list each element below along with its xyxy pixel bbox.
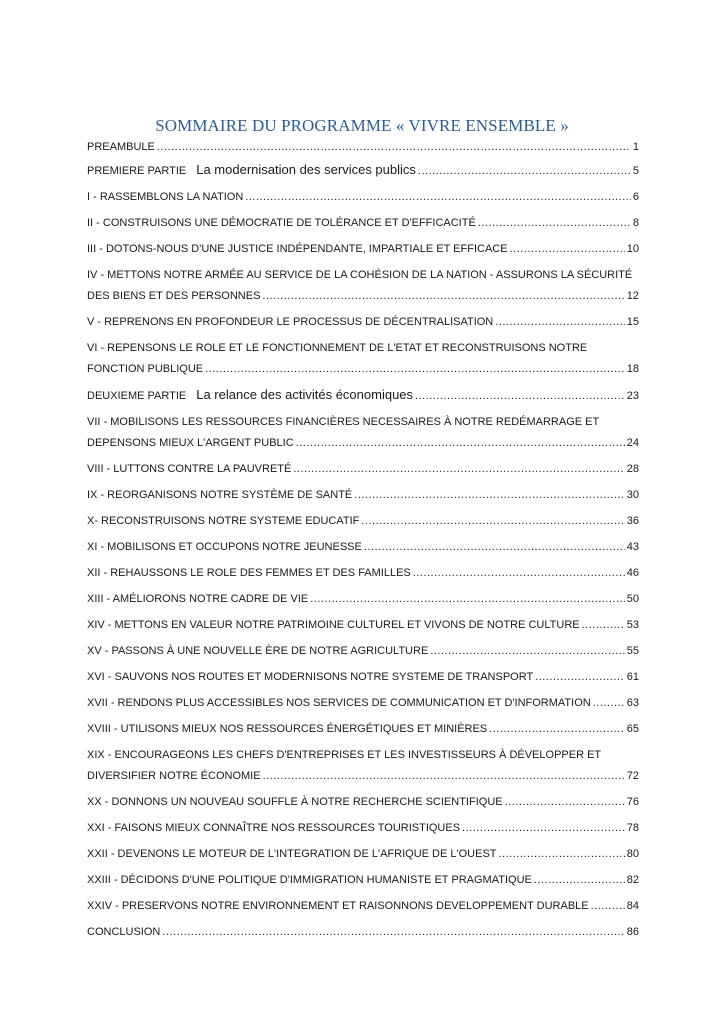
- toc-entry[interactable]: [87, 190, 639, 204]
- dot-leader: [478, 216, 631, 230]
- toc-page-number: 63: [626, 697, 639, 709]
- toc-entry[interactable]: [87, 388, 639, 403]
- toc-part-label: DEUXIEME PARTIE: [87, 390, 187, 402]
- toc-page-number: 30: [626, 489, 639, 501]
- toc-entry-title-line1: XIX - ENCOURAGEONS LES CHEFS D'ENTREPRISES ET LES INVESTISSEURS À DÉVELOPPER ET: [87, 749, 602, 761]
- dot-leader: [510, 242, 625, 256]
- toc-page-number: 72: [626, 770, 639, 782]
- toc-entry-title: XIV - METTONS EN VALEUR NOTRE PATRIMOINE CULTUREL ET VIVONS DE NOTRE CULTURE: [87, 619, 580, 631]
- toc-entry[interactable]: [87, 315, 639, 329]
- toc-entry-title: IX - REORGANISONS NOTRE SYSTÈME DE SANTÉ: [87, 489, 353, 501]
- toc-entry[interactable]: [87, 644, 639, 658]
- toc-page-number: 18: [626, 363, 639, 375]
- dot-leader: [418, 164, 631, 178]
- toc-page-number: 10: [626, 243, 639, 255]
- toc-entry-title-line2: FONCTION PUBLIQUE: [87, 363, 204, 375]
- toc-page-number: 43: [626, 541, 639, 553]
- toc-entry-title: XVII - RENDONS PLUS ACCESSIBLES NOS SERVICES DE COMMUNICATION ET D'INFORMATION: [87, 697, 591, 709]
- dot-leader: [293, 462, 624, 476]
- toc-entry-title-line2: DEPENSONS MIEUX L'ARGENT PUBLIC: [87, 437, 294, 449]
- toc-page-number: 1: [632, 141, 639, 153]
- toc-entry-title: PREAMBULE: [87, 141, 155, 153]
- dot-leader: [430, 644, 624, 658]
- toc-page-number: 53: [626, 619, 639, 631]
- toc-page-number: 55: [626, 645, 639, 657]
- page-title: SOMMAIRE DU PROGRAMME « VIVRE ENSEMBLE »: [155, 116, 569, 135]
- toc-entry[interactable]: [87, 268, 639, 303]
- dot-leader: [582, 618, 625, 632]
- toc-entry-title: II - CONSTRUISONS UNE DÉMOCRATIE DE TOLÉRANCE ET D'EFFICACITÉ: [87, 217, 476, 229]
- dot-leader: [361, 514, 624, 528]
- toc-page-number: 65: [626, 723, 639, 735]
- toc-entry-title: XXII - DEVENONS LE MOTEUR DE L'INTEGRATION DE L'AFRIQUE DE L'OUEST: [87, 848, 497, 860]
- toc-entry-title: XIII - AMÉLIORONS NOTRE CADRE DE VIE: [87, 593, 309, 605]
- toc-entry-title: III - DOTONS-NOUS D'UNE JUSTICE INDÉPENDANTE, IMPARTIALE ET EFFICACE: [87, 243, 508, 255]
- toc-page-number: 36: [626, 515, 639, 527]
- toc-entry-title: XI - MOBILISONS ET OCCUPONS NOTRE JEUNESSE: [87, 541, 362, 553]
- toc-entry[interactable]: [87, 696, 639, 710]
- toc-entry[interactable]: [87, 488, 639, 502]
- toc-entry-title: X- RECONSTRUISONS NOTRE SYSTEME EDUCATIF: [87, 515, 360, 527]
- toc-part-subtitle: La modernisation des services publics: [196, 162, 416, 177]
- dot-leader: [534, 873, 625, 887]
- toc-entry[interactable]: [87, 514, 639, 528]
- dot-leader: [462, 821, 625, 835]
- toc-part-label: PREMIERE PARTIE: [87, 165, 187, 177]
- toc-page-number: 12: [626, 290, 639, 302]
- toc-part-subtitle: La relance des activités économiques: [196, 387, 414, 402]
- dot-leader: [489, 722, 625, 736]
- toc-entry[interactable]: [87, 592, 639, 606]
- dot-leader: [162, 925, 624, 939]
- table-of-contents: [87, 140, 639, 951]
- toc-entry-title-line2: DIVERSIFIER NOTRE ÉCONOMIE: [87, 770, 261, 782]
- toc-page-number: 76: [626, 796, 639, 808]
- toc-entry[interactable]: [87, 899, 639, 913]
- toc-entry[interactable]: [87, 847, 639, 861]
- toc-page-number: 24: [626, 437, 639, 449]
- toc-entry[interactable]: [87, 748, 639, 783]
- toc-entry[interactable]: [87, 242, 639, 256]
- toc-page-number: 80: [626, 848, 639, 860]
- toc-entry-title-line1: VI - REPENSONS LE ROLE ET LE FONCTIONNEMENT DE L'ETAT ET RECONSTRUISONS NOTRE: [87, 342, 588, 354]
- toc-page-number: 6: [632, 191, 639, 203]
- toc-page-number: 15: [626, 316, 639, 328]
- dot-leader: [415, 389, 625, 403]
- toc-entry[interactable]: [87, 163, 639, 178]
- toc-entry-title: XV - PASSONS À UNE NOUVELLE ÈRE DE NOTRE AGRICULTURE: [87, 645, 429, 657]
- dot-leader: [205, 362, 625, 376]
- toc-entry-title: V - REPRENONS EN PROFONDEUR LE PROCESSUS DE DÉCENTRALISATION: [87, 316, 494, 328]
- dot-leader: [364, 540, 625, 554]
- toc-entry[interactable]: [87, 540, 639, 554]
- toc-entry[interactable]: [87, 462, 639, 476]
- toc-entry[interactable]: [87, 341, 639, 376]
- dot-leader: [505, 795, 625, 809]
- dot-leader: [310, 592, 624, 606]
- toc-page-number: 82: [626, 874, 639, 886]
- toc-entry-title: XVI - SAUVONS NOS ROUTES ET MODERNISONS NOTRE SYSTEME DE TRANSPORT: [87, 671, 534, 683]
- toc-entry-title: VIII - LUTTONS CONTRE LA PAUVRETÉ: [87, 463, 292, 475]
- toc-entry-title: XII - REHAUSSONS LE ROLE DES FEMMES ET DES FAMILLES: [87, 567, 411, 579]
- dot-leader: [495, 315, 624, 329]
- toc-page-number: 50: [626, 593, 639, 605]
- toc-entry-title: CONCLUSION: [87, 926, 161, 938]
- toc-entry[interactable]: [87, 566, 639, 580]
- dot-leader: [296, 436, 625, 450]
- toc-entry-title: XX - DONNONS UN NOUVEAU SOUFFLE À NOTRE RECHERCHE SCIENTIFIQUE: [87, 796, 503, 808]
- toc-entry[interactable]: [87, 722, 639, 736]
- toc-entry-title: I - RASSEMBLONS LA NATION: [87, 191, 244, 203]
- toc-entry-title-line1: VII - MOBILISONS LES RESSOURCES FINANCIÈRES NECESSAIRES À NOTRE REDÉMARRAGE ET: [87, 416, 600, 428]
- toc-entry[interactable]: [87, 216, 639, 230]
- toc-entry-title: XXI - FAISONS MIEUX CONNAÎTRE NOS RESSOURCES TOURISTIQUES: [87, 822, 461, 834]
- dot-leader: [413, 566, 625, 580]
- toc-page-number: 46: [626, 567, 639, 579]
- dot-leader: [535, 670, 625, 684]
- toc-page-number: 23: [626, 390, 639, 402]
- dot-leader: [245, 190, 631, 204]
- toc-entry[interactable]: [87, 415, 639, 450]
- toc-entry[interactable]: [87, 618, 639, 632]
- dot-leader: [157, 140, 631, 154]
- toc-entry[interactable]: [87, 925, 639, 939]
- toc-entry[interactable]: [87, 873, 639, 887]
- dot-leader: [262, 289, 624, 303]
- toc-entry-title-line1: IV - METTONS NOTRE ARMÉE AU SERVICE DE LA COHÉSION DE LA NATION - ASSURONS LA SÉCURITÉ: [87, 269, 633, 281]
- toc-page-number: 28: [626, 463, 639, 475]
- dot-leader: [354, 488, 624, 502]
- toc-entry[interactable]: [87, 670, 639, 684]
- toc-entry[interactable]: [87, 795, 639, 809]
- toc-page-number: 8: [632, 217, 639, 229]
- toc-page-number: 84: [626, 900, 639, 912]
- dot-leader: [499, 847, 625, 861]
- toc-page-number: 5: [632, 165, 639, 177]
- toc-entry-title: XXIII - DÉCIDONS D'UNE POLITIQUE D'IMMIGRATION HUMANISTE ET PRAGMATIQUE: [87, 874, 532, 886]
- toc-entry[interactable]: [87, 821, 639, 835]
- toc-entry-title: XVIII - UTILISONS MIEUX NOS RESSOURCES ÉNERGÉTIQUES ET MINIÈRES: [87, 723, 488, 735]
- toc-entry-title-line2: DES BIENS ET DES PERSONNES: [87, 290, 261, 302]
- toc-page-number: 61: [626, 671, 639, 683]
- dot-leader: [593, 696, 625, 710]
- dot-leader: [263, 769, 625, 783]
- toc-entry-title: XXIV - PRESERVONS NOTRE ENVIRONNEMENT ET RAISONNONS DEVELOPPEMENT DURABLE: [87, 900, 589, 912]
- toc-page-number: 78: [626, 822, 639, 834]
- toc-page-number: 86: [626, 926, 639, 938]
- dot-leader: [591, 899, 625, 913]
- toc-entry[interactable]: [87, 140, 639, 154]
